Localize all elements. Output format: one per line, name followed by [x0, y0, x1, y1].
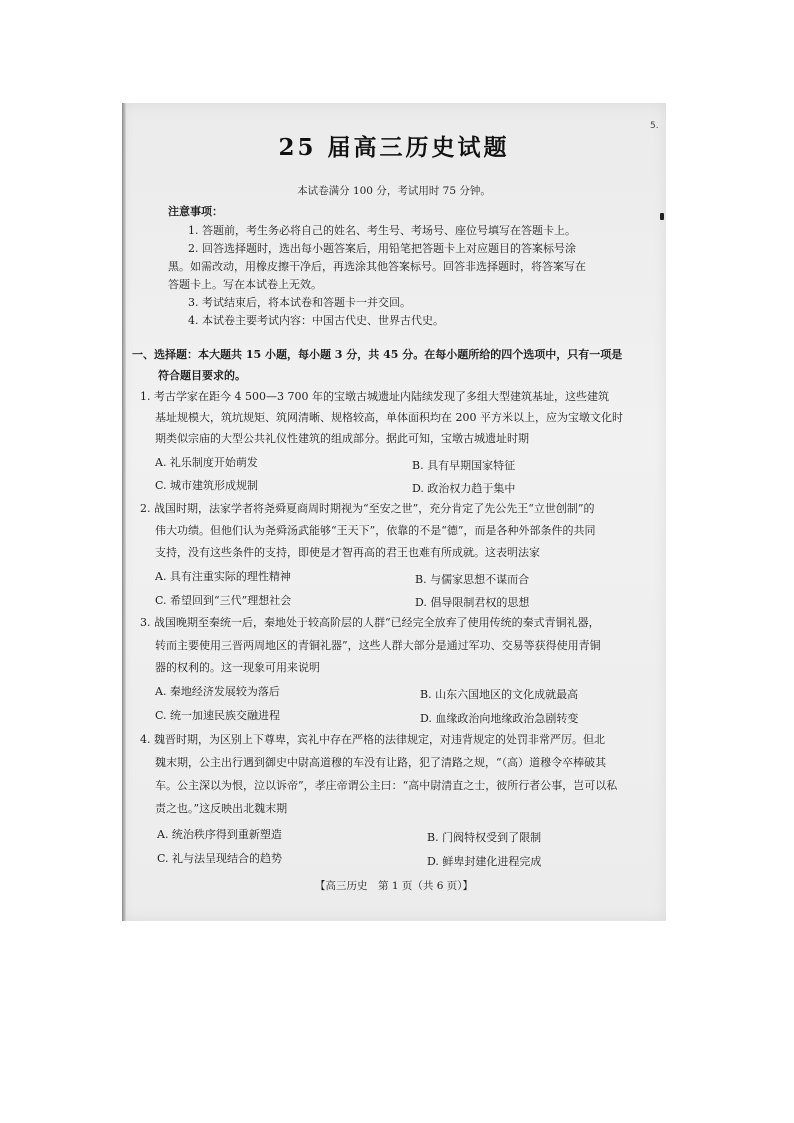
section-heading-cont: 符合题目要求的。 [158, 369, 246, 382]
question-4-option-c: C. 礼与法呈现结合的趋势 [157, 852, 283, 865]
note-line: 答题卡上。写在本试卷上无效。 [168, 278, 322, 291]
question-2-line: 2. 战国时期，法家学者将尧舜夏商周时期视为“至安之世”，充分肯定了先公先王“立世创制”的 [140, 502, 595, 515]
exam-title: 25 届高三历史试题 [278, 134, 510, 161]
question-2-option-b: B. 与儒家思想不谋而合 [415, 573, 530, 586]
question-4-line: 车。公主深以为恨，泣以诉帝”，孝庄帝谓公主曰：“高中尉清直之士，彼所行者公事，岂可以私 [155, 779, 618, 792]
page-shadow-edge [122, 103, 126, 921]
question-1-line: 1. 考古学家在距今 4 500—3 700 年的宝墩古城遗址内陆续发现了多组大型建筑基址，这些建筑 [140, 390, 609, 403]
question-4-line: 魏末期，公主出行遇到御史中尉高道穆的车没有让路，犯了清路之规，“（高）道穆令卒棒破其 [155, 756, 607, 769]
question-4-option-b: B. 门阀特权受到了限制 [427, 831, 542, 844]
question-1-option-d: D. 政治权力趋于集中 [412, 482, 516, 495]
question-4-option-a: A. 统治秩序得到重新塑造 [157, 828, 282, 841]
question-3-line: 器的权利的。这一现象可用来说明 [155, 661, 320, 674]
note-line: 黑。如需改动，用橡皮擦干净后，再选涂其他答案标号。回答非选择题时，将答案写在 [168, 260, 586, 273]
notes-heading: 注意事项： [168, 205, 223, 218]
exam-subtitle: 本试卷满分 100 分，考试用时 75 分钟。 [297, 185, 491, 197]
section-heading: 一、选择题：本大题共 15 小题，每小题 3 分，共 45 分。在每小题所给的四个选项中，只有一项是 [132, 348, 623, 361]
question-2-option-d: D. 倡导限制君权的思想 [415, 596, 530, 609]
note-line: 4. 本试卷主要考试内容：中国古代史、世界古代史。 [188, 314, 444, 327]
question-2-line: 伟大功绩。但他们认为尧舜汤武能够“王天下”，依靠的不是“德”，而是各种外部条件的共同 [155, 524, 596, 537]
question-1-line: 期类似宗庙的大型公共礼仪性建筑的组成部分。据此可知，宝墩古城遗址时期 [155, 432, 529, 445]
question-2-option-c: C. 希望回到“三代”理想社会 [155, 594, 292, 607]
note-line: 3. 考试结束后，将本试卷和答题卡一并交回。 [188, 296, 411, 309]
note-line: 2. 回答选择题时，选出每小题答案后，用铅笔把答题卡上对应题目的答案标号涂 [188, 242, 576, 255]
page-footer: 【高三历史 第 1 页（共 6 页）】 [315, 880, 473, 892]
margin-dot [660, 213, 664, 220]
margin-mark: 5. [650, 121, 659, 131]
question-3-line: 转而主要使用三晋两周地区的青铜礼器”，这些人群大部分是通过军功、交易等获得使用青铜 [155, 639, 601, 652]
question-1-line: 基址规模大，筑坑规矩、筑网清晰、规格较高，单体面积均在 200 平方米以上，应为宝墩文化时 [155, 411, 623, 424]
question-1-option-b: B. 具有早期国家特征 [412, 459, 516, 472]
question-1-option-c: C. 城市建筑形成规制 [155, 479, 259, 492]
question-4-option-d: D. 鲜卑封建化进程完成 [427, 855, 542, 868]
question-3-option-d: D. 血缘政治向地缘政治急剧转变 [420, 712, 579, 725]
question-3-option-a: A. 秦地经济发展较为落后 [155, 685, 280, 698]
question-3-option-b: B. 山东六国地区的文化成就最高 [420, 688, 579, 701]
exam-page-photo [122, 103, 666, 921]
question-2-line: 支持，没有这些条件的支持，即使是才智再高的君王也难有所成就。这表明法家 [155, 546, 540, 559]
question-3-option-c: C. 统一加速民族交融进程 [155, 709, 281, 722]
question-1-option-a: A. 礼乐制度开始萌发 [155, 456, 258, 469]
question-3-line: 3. 战国晚期至秦统一后，秦地处于较高阶层的人群“已经完全放弃了使用传统的秦式青铜礼器， [140, 616, 600, 629]
question-4-line: 4. 魏晋时期，为区别上下尊卑，宾礼中存在严格的法律规定，对违背规定的处罚非常严厉。但北 [140, 733, 605, 746]
note-line: 1. 答题前，考生务必将自己的姓名、考生号、考场号、座位号填写在答题卡上。 [188, 224, 576, 237]
question-4-line: 责之也。”这反映出北魏末期 [155, 802, 288, 815]
question-2-option-a: A. 具有注重实际的理性精神 [155, 570, 291, 583]
